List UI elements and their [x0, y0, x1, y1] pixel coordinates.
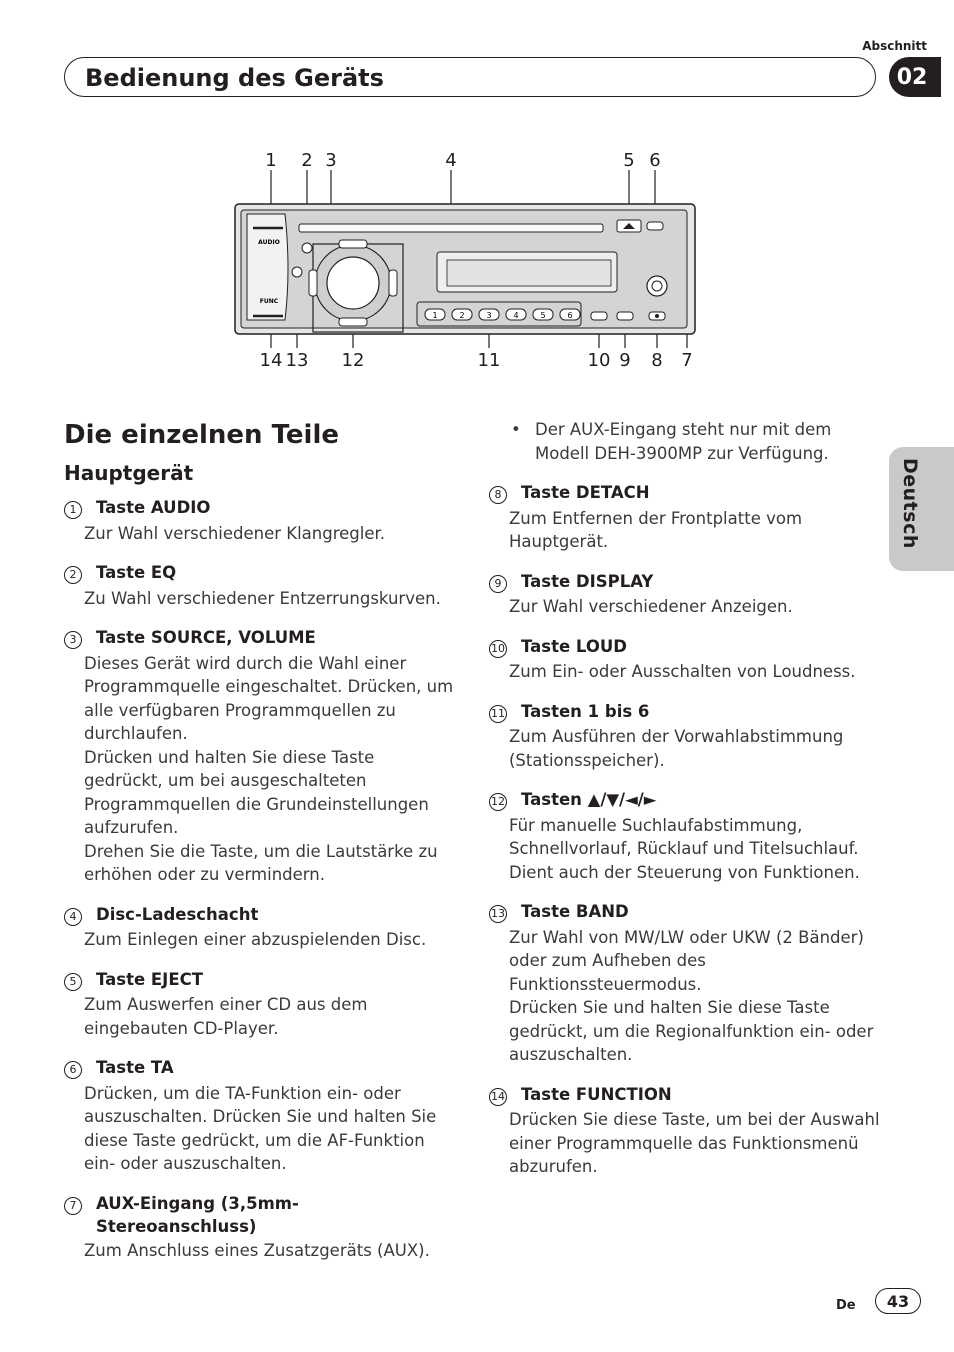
item-number: 12	[489, 793, 507, 811]
item-description: Drücken Sie diese Taste, um bei der Auswahl einer Programmquelle das Funktionsmenü abzurufen.	[509, 1110, 880, 1176]
item-number: 7	[64, 1197, 82, 1215]
disc-slot	[299, 224, 603, 232]
callout-number: 4	[445, 150, 457, 171]
part-item	[64, 561, 454, 610]
item-number: 14	[489, 1088, 507, 1106]
item-description: Zum Auswerfen einer CD aus dem eingebauten CD-Player.	[84, 995, 368, 1038]
item-number: 5	[64, 973, 82, 991]
part-item	[64, 968, 454, 1041]
loud-button	[591, 312, 607, 320]
preset-button-label: 5	[540, 311, 546, 320]
callout-number: 5	[623, 150, 635, 171]
callout-number: 1	[265, 150, 277, 171]
eq-button	[302, 243, 312, 253]
callout-number: 7	[681, 350, 693, 371]
abschnitt-label: Abschnitt	[862, 39, 927, 53]
aux-note-text: Der AUX-Eingang steht nur mit dem Modell DEH-3900MP zur Verfügung.	[535, 420, 832, 463]
item-number: 9	[489, 575, 507, 593]
left-items-list	[64, 496, 454, 1262]
item-title: Taste FUNCTION	[521, 1084, 672, 1104]
head-unit-diagram	[225, 140, 705, 380]
footer-language-code: De	[836, 1298, 856, 1313]
item-description: Drücken Sie und halten Sie diese Taste gedrückt, um die Regionalfunktion ein- oder auszuschalten.	[509, 998, 874, 1064]
item-number: 3	[64, 631, 82, 649]
item-title: Taste TA	[96, 1058, 174, 1077]
callout-number: 12	[341, 350, 365, 371]
callout-number: 14	[259, 350, 283, 371]
callout-number: 2	[301, 150, 313, 171]
item-title: Taste SOURCE, VOLUME	[96, 628, 316, 647]
part-item	[489, 570, 884, 619]
item-description: Zum Anschluss eines Zusatzgeräts (AUX).	[84, 1240, 430, 1260]
top-callouts	[265, 150, 660, 171]
bottom-callouts	[260, 350, 693, 371]
part-item	[64, 496, 454, 545]
item-title: Tasten 1 bis 6	[521, 701, 650, 721]
func-label: FUNC	[259, 298, 279, 305]
item-number: 1	[64, 501, 82, 519]
language-side-tab-label: Deutsch	[899, 458, 921, 549]
display-button	[617, 312, 633, 320]
item-title: Taste EJECT	[96, 969, 203, 989]
item-description: Drücken, um die TA-Funktion ein- oder auszuschalten. Drücken Sie und halten Sie diese Taste gedrückt, um die AF-Funktion ein- oder auszuschalten.	[84, 1083, 437, 1173]
part-item	[64, 903, 454, 952]
left-column	[64, 418, 454, 1278]
item-title: Disc-Ladeschacht	[96, 904, 259, 924]
item-number: 11	[489, 705, 507, 723]
preset-button-label: 6	[567, 311, 573, 320]
preset-button-label: 2	[459, 311, 465, 320]
item-title: Taste LOUD	[521, 636, 627, 656]
aux-note: • Der AUX-Eingang steht nur mit dem Modell DEH-3900MP zur Verfügung.	[489, 418, 884, 465]
item-description: Zur Wahl verschiedener Klangregler.	[84, 523, 386, 543]
preset-button-label: 4	[513, 311, 519, 320]
item-title: Taste EQ	[96, 563, 177, 582]
part-item	[489, 635, 884, 684]
item-number: 6	[64, 1061, 82, 1079]
part-item	[489, 1083, 884, 1179]
item-title: AUX-Eingang (3,5mm-Stereoanschluss)	[96, 1193, 299, 1236]
item-description: Zum Entfernen der Frontplatte vom Hauptgerät.	[509, 508, 803, 551]
item-title: Taste DETACH	[521, 483, 650, 502]
item-number: 10	[489, 640, 507, 658]
item-number: 2	[64, 566, 82, 584]
part-item	[489, 481, 884, 554]
part-item	[489, 788, 884, 884]
section-title: Bedienung des Geräts	[85, 64, 384, 92]
item-title: Tasten ▲/▼/◄/►	[521, 790, 657, 809]
item-description: Für manuelle Suchlaufabstimmung, Schnellvorlauf, Rücklauf und Titelsuchlauf. Dient auch der Steuerung von Funktionen.	[509, 815, 860, 882]
item-description: Zu Wahl verschiedener Entzerrungskurven.	[84, 588, 441, 608]
section-header-bar	[64, 57, 876, 97]
item-description: Drehen Sie die Taste, um die Lautstärke zu erhöhen oder zu vermindern.	[84, 841, 438, 884]
item-number: 8	[489, 486, 507, 504]
callout-number: 8	[651, 350, 663, 371]
callout-number: 10	[587, 350, 611, 371]
audio-label: AUDIO	[258, 239, 280, 246]
callout-number: 11	[477, 350, 501, 371]
part-item	[64, 1192, 454, 1263]
item-number: 4	[64, 908, 82, 926]
part-item	[64, 626, 454, 887]
item-description: Dieses Gerät wird durch die Wahl einer Programmquelle eingeschaltet. Drücken, um alle verfügbaren Programmquellen zu durchlaufen.	[84, 653, 454, 743]
preset-button-label: 3	[486, 311, 492, 320]
callout-number: 13	[285, 350, 309, 371]
section-number-badge: 02	[889, 57, 941, 97]
part-item	[489, 900, 884, 1067]
item-description: Zum Einlegen einer abzuspielenden Disc.	[84, 930, 427, 949]
item-description: Drücken und halten Sie diese Taste gedrückt, um bei ausgeschalteten Programmquellen die Grundeinstellungen aufzurufen.	[84, 747, 429, 837]
right-items-list	[489, 481, 884, 1179]
item-description: Zum Ausführen der Vorwahlabstimmung (Stationsspeicher).	[509, 727, 844, 770]
right-column	[489, 418, 884, 1195]
item-description: Zur Wahl verschiedener Anzeigen.	[509, 597, 793, 616]
item-title: Taste DISPLAY	[521, 571, 654, 591]
page-number: 43	[875, 1288, 921, 1314]
callout-number: 3	[325, 150, 337, 171]
part-item	[489, 700, 884, 773]
item-title: Taste BAND	[521, 902, 629, 921]
preset-button-label: 1	[432, 311, 438, 320]
main-heading: Die einzelnen Teile	[64, 420, 339, 450]
callout-number: 9	[619, 350, 631, 371]
part-item	[64, 1056, 454, 1176]
item-number: 13	[489, 905, 507, 923]
ta-button	[647, 222, 663, 230]
item-title: Taste AUDIO	[96, 498, 211, 517]
item-description: Zur Wahl von MW/LW oder UKW (2 Bänder) oder zum Aufheben des Funktionssteuermodus.	[509, 927, 864, 994]
band-button	[292, 267, 302, 277]
callout-number: 6	[649, 150, 661, 171]
item-description: Zum Ein- oder Ausschalten von Loudness.	[509, 662, 856, 681]
sub-heading: Hauptgerät	[64, 461, 194, 485]
